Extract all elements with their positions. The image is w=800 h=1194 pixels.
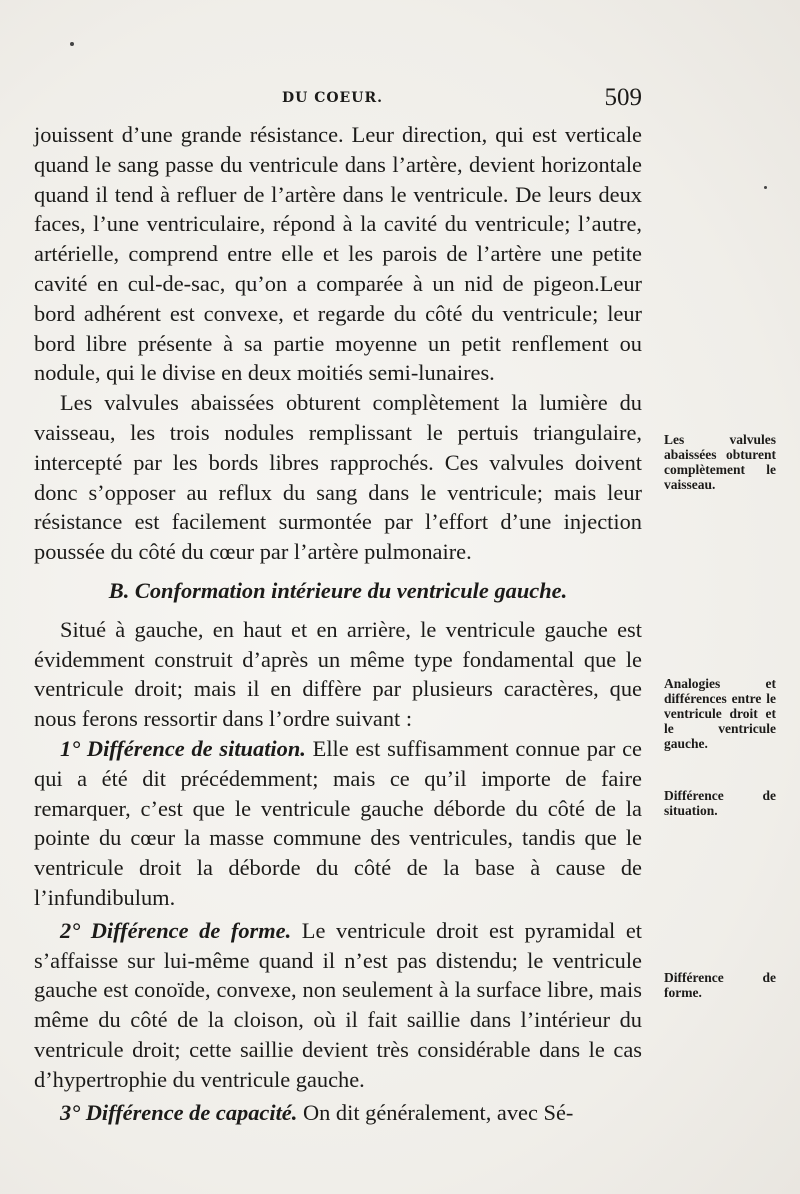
margin-note: Différence de forme. [664,970,776,1000]
page-header [34,86,642,116]
paragraph: Situé à gauche, en haut et en arrière, le ventricule gauche est évidemment construit d’après un même type fondamental que le ventricule droit; mais il en diffère par plusieurs caractères, que nous ferons ressortir dans l’ordre suivant : [34,616,642,732]
paragraph: Les valvules abaissées obturent complètement la lumière du vaisseau, les trois nodules remplissant le pertuis triangulaire, intercepté par les bords libres rapprochés. Ces valvules doivent donc s’opposer au reflux du sang dans le ventricule; mais leur résistance est facilement surmontée par l’effort d’une injection poussée du côté du cœur par l’artère pulmonaire. [34,390,642,565]
main-text [34,120,642,1127]
item-label: 1° Différence de situation. [60,735,306,761]
item-text: On dit généralement, avec Sé- [297,1099,574,1125]
margin-note: Analogies et différences entre le ventricule droit et le ventricule gauche. [664,676,776,751]
ink-speck [764,186,767,189]
paragraph [34,916,642,1095]
item-label: 2° Différence de forme. [60,917,292,943]
running-head: DU COEUR. [282,90,383,106]
paragraph [34,734,642,913]
item-label: 3° Différence de capacité. [60,1099,298,1125]
section-subheading: B. Conformation intérieure du ventricule gauche. [108,577,568,603]
ink-speck [70,42,74,46]
paragraph [34,1098,642,1128]
page-number: 509 [604,84,642,111]
margin-note: Les valvules abaissées obturent complètement le vaisseau. [664,432,776,492]
item-text: Le ventricule droit est pyramidal et s’affaisse sur lui-même quand il n’est pas distendu; le ventricule gauche est conoïde, convexe, non seulement à la surface libre, mais même du côté de la cloison, où il fait saillie dans l’intérieur du ventricule droit; cette saillie devient très considérable dans le cas d’hypertrophie du ventricule gauche. [34,917,642,1092]
item-text: Elle est suffisamment connue par ce qui a été dit précédemment; mais ce qu’il importe de faire remarquer, c’est que le ventricule gauche déborde du côté de la pointe du cœur la masse commune des ventricules, tandis que le ventricule droit la déborde du côté de la base à cause de l’infundibulum. [34,735,642,910]
margin-note: Différence de situation. [664,788,776,818]
paragraph: jouissent d’une grande résistance. Leur direction, qui est verticale quand le sang passe du ventricule dans l’artère, devient horizontale quand il tend à refluer de l’artère dans le ventricule. De leurs deux faces, l’une ventriculaire, répond à la cavité du ventricule; l’autre, artérielle, comprend entre elle et les parois de l’artère une petite cavité en cul-de-sac, qu’on a comparée à un nid de pigeon.Leur bord adhérent est convexe, et regarde du côté du ventricule; leur bord libre présente à sa partie moyenne un petit renflement ou nodule, qui le divise en deux moitiés semi-lunaires. [34,122,642,386]
